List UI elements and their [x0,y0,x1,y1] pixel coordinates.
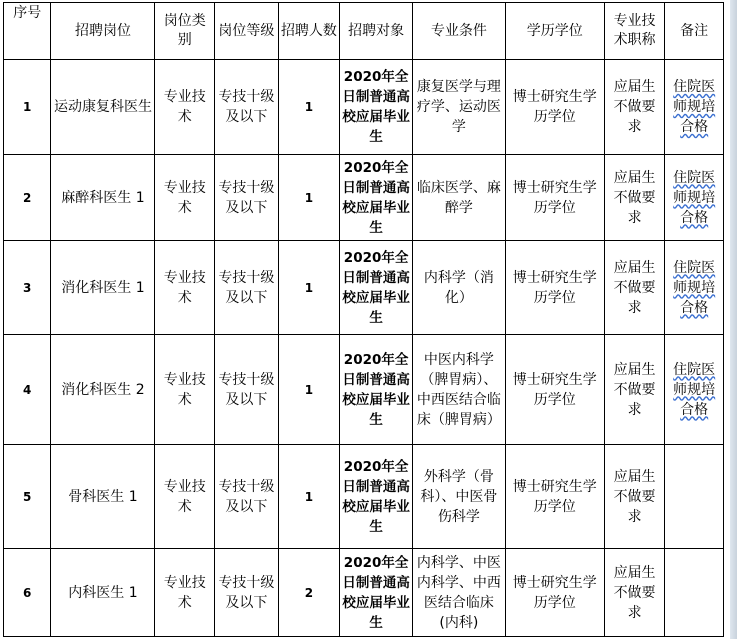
remark-text: 住院医师规培合格 [673,169,716,226]
cell-grade: 专技十级及以下 [215,335,279,445]
cell-title: 应届生不做要求 [604,155,665,241]
cell-target: 2020年全日制普通高校应届毕业生 [340,60,413,155]
cell-seq: 5 [4,445,51,549]
remark-text: 住院医师规培合格 [673,361,716,418]
header-category: 岗位类别 [155,3,215,60]
cell-major: 临床医学、麻醉学 [412,155,505,241]
cell-target: 2020年全日制普通高校应届毕业生 [340,335,413,445]
cell-grade: 专技十级及以下 [215,241,279,335]
cell-category: 专业技术 [155,445,215,549]
table-row [4,335,724,445]
cell-degree: 博士研究生学历学位 [505,155,604,241]
cell-count: 1 [278,241,340,335]
header-target: 招聘对象 [340,3,413,60]
page-edge [730,0,737,639]
cell-category: 专业技术 [155,241,215,335]
cell-category: 专业技术 [155,549,215,637]
cell-count: 2 [278,549,340,637]
table-row [4,445,724,549]
cell-degree: 博士研究生学历学位 [505,549,604,637]
cell-title: 应届生不做要求 [604,241,665,335]
cell-major: 康复医学与理疗学、运动医学 [412,60,505,155]
cell-seq: 1 [4,60,51,155]
header-seq: 序号 [4,3,51,60]
table-row [4,60,724,155]
cell-remark [665,445,724,549]
cell-degree: 博士研究生学历学位 [505,335,604,445]
cell-post: 骨科医生 1 [51,445,155,549]
cell-grade: 专技十级及以下 [215,60,279,155]
cell-remark [665,335,724,445]
header-grade: 岗位等级 [215,3,279,60]
cell-post: 消化科医生 2 [51,335,155,445]
cell-count: 1 [278,155,340,241]
cell-grade: 专技十级及以下 [215,155,279,241]
cell-count: 1 [278,445,340,549]
header-row [4,3,724,60]
header-degree: 学历学位 [505,3,604,60]
cell-seq: 4 [4,335,51,445]
cell-grade: 专技十级及以下 [215,445,279,549]
cell-title: 应届生不做要求 [604,445,665,549]
table-row [4,155,724,241]
cell-remark [665,549,724,637]
cell-remark [665,241,724,335]
header-title: 专业技术职称 [604,3,665,60]
cell-category: 专业技术 [155,60,215,155]
cell-title: 应届生不做要求 [604,60,665,155]
cell-major: 中医内科学（脾胃病）、中西医结合临床（脾胃病） [412,335,505,445]
cell-remark [665,60,724,155]
cell-major: 内科学（消化） [412,241,505,335]
cell-seq: 3 [4,241,51,335]
cell-count: 1 [278,60,340,155]
cell-grade: 专技十级及以下 [215,549,279,637]
cell-category: 专业技术 [155,335,215,445]
remark-text: 住院医师规培合格 [673,259,716,316]
cell-remark [665,155,724,241]
cell-target: 2020年全日制普通高校应届毕业生 [340,549,413,637]
cell-degree: 博士研究生学历学位 [505,60,604,155]
cell-degree: 博士研究生学历学位 [505,445,604,549]
table-row [4,549,724,637]
cell-degree: 博士研究生学历学位 [505,241,604,335]
cell-post: 运动康复科医生 [51,60,155,155]
header-remark: 备注 [665,3,724,60]
cell-title: 应届生不做要求 [604,549,665,637]
cell-post: 消化科医生 1 [51,241,155,335]
cell-post: 麻醉科医生 1 [51,155,155,241]
cell-seq: 6 [4,549,51,637]
header-count: 招聘人数 [278,3,340,60]
cell-title: 应届生不做要求 [604,335,665,445]
header-major: 专业条件 [412,3,505,60]
cell-post: 内科医生 1 [51,549,155,637]
cell-major: 外科学（骨科）、中医骨伤科学 [412,445,505,549]
cell-seq: 2 [4,155,51,241]
cell-target: 2020年全日制普通高校应届毕业生 [340,155,413,241]
cell-major: 内科学、中医内科学、中西医结合临床(内科) [412,549,505,637]
cell-count: 1 [278,335,340,445]
recruitment-table [3,2,724,637]
table-row [4,241,724,335]
cell-target: 2020年全日制普通高校应届毕业生 [340,241,413,335]
cell-target: 2020年全日制普通高校应届毕业生 [340,445,413,549]
cell-category: 专业技术 [155,155,215,241]
header-post: 招聘岗位 [51,3,155,60]
remark-text: 住院医师规培合格 [673,79,716,135]
